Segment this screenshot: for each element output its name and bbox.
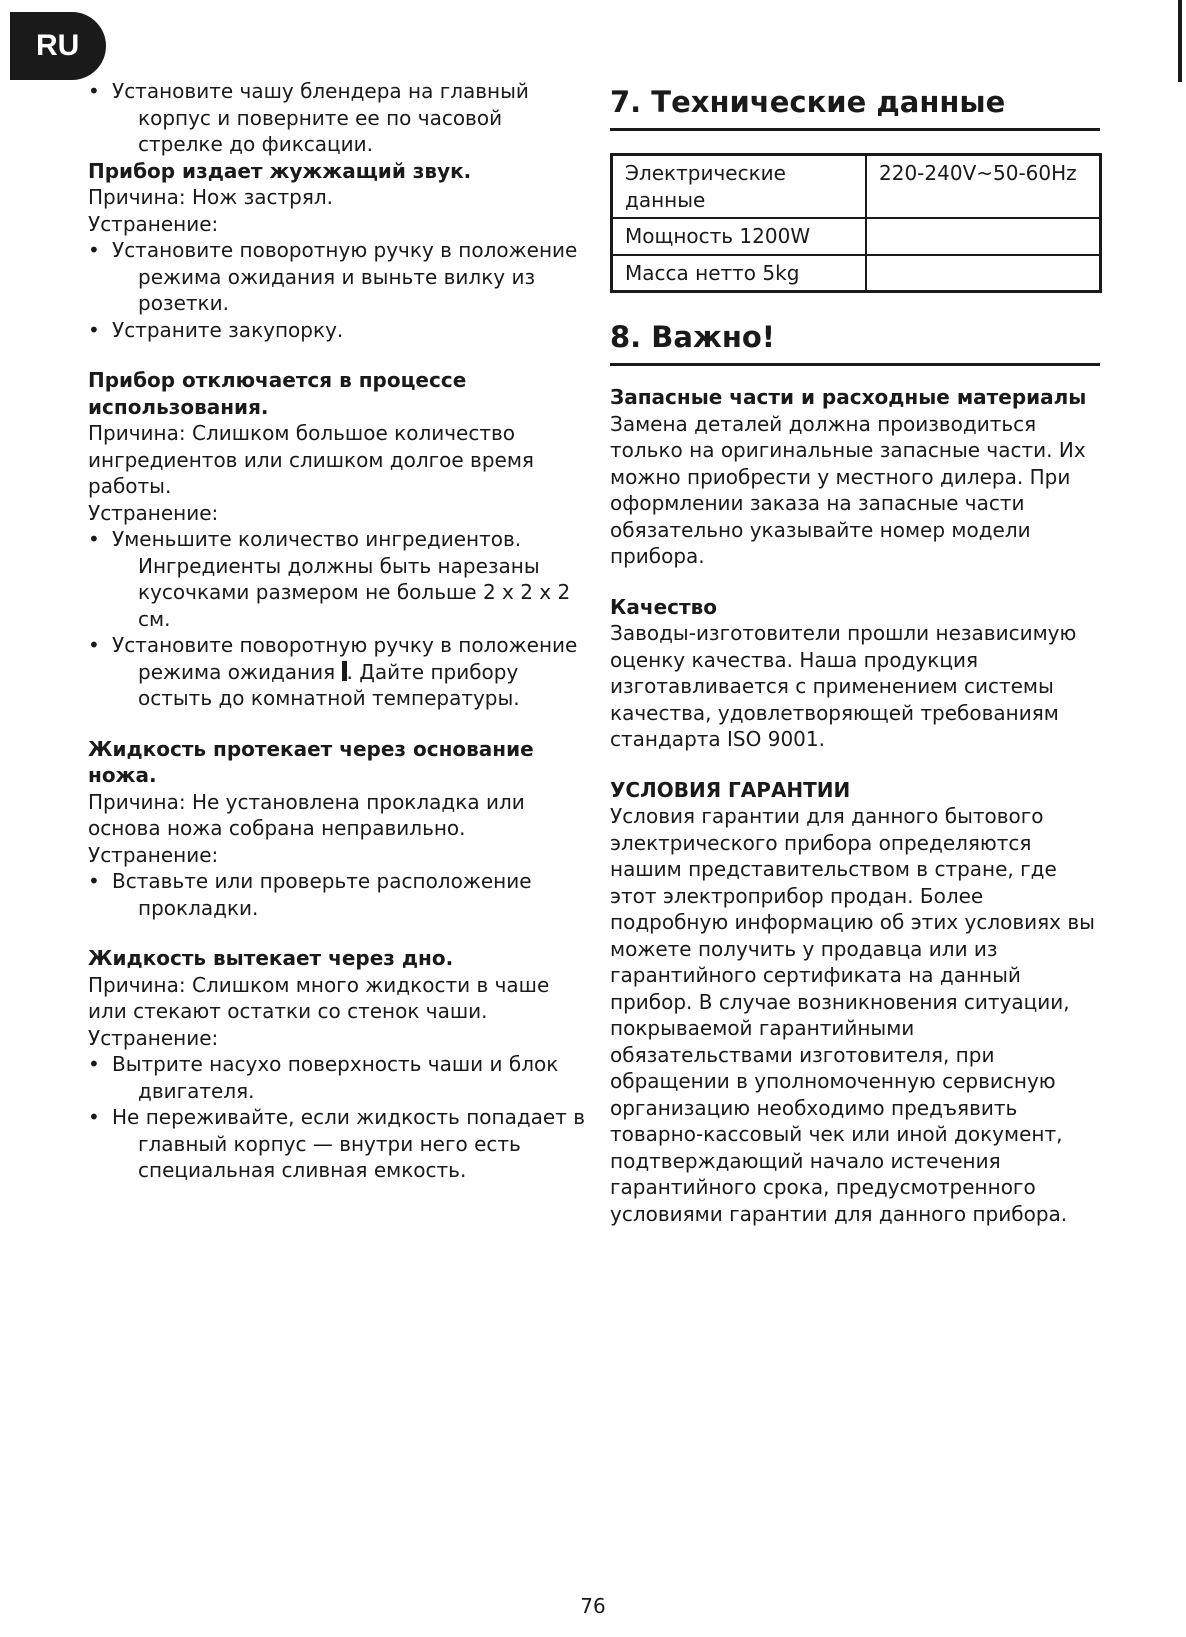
- page-number: 76: [580, 1594, 606, 1618]
- spec-value: 220-240V~50-60Hz: [866, 155, 1101, 219]
- table-row: [612, 218, 1101, 255]
- left-column: [88, 78, 588, 1208]
- table-row: [612, 255, 1101, 292]
- problem-block-blade-leak: [88, 736, 588, 922]
- problem-fix-label: Устранение:: [88, 1025, 219, 1050]
- problem-fix-label: Устранение:: [88, 211, 219, 236]
- spec-label: Электрические данные: [612, 155, 867, 219]
- section-heading: Запасные части и расходные материалы: [610, 385, 1087, 409]
- list-item: • Устраните закупорку.: [88, 317, 588, 344]
- spare-parts-section: [610, 384, 1100, 570]
- problem-block-shutoff: [88, 367, 588, 712]
- problem-fix-label: Устранение:: [88, 842, 219, 867]
- spec-label: Мощность 1200W: [612, 218, 867, 255]
- problem-cause: Причина: Не установлена прокладка или основа ножа собрана неправильно.: [88, 789, 525, 840]
- list-item: • Вставьте или проверьте расположение прокладки.: [88, 868, 588, 921]
- problem-fix-label: Устранение:: [88, 500, 219, 525]
- problem-title: Жидкость протекает через основание ножа.: [88, 736, 534, 787]
- important-title: 8. Важно!: [610, 313, 1100, 366]
- section-text: Замена деталей должна производиться только на оригинальные запасные части. Их можно приобрести у местного дилера. При оформлении заказа на запасные части обязательно указывайте номер модели прибора.: [610, 411, 1086, 568]
- section-heading: УСЛОВИЯ ГАРАНТИИ: [610, 777, 851, 802]
- page-edge-marker: [1178, 0, 1182, 82]
- list-item: • Установите поворотную ручку в положение режима ожидания и выньте вилку из розетки.: [88, 237, 588, 317]
- right-column: [610, 78, 1100, 1251]
- fix-list: [88, 1051, 588, 1184]
- section-text: Заводы-изготовители прошли независимую оценку качества. Наша продукция изготавливается с применением системы качества, удовлетворяющей требованиям стандарта ISO 9001.: [610, 621, 1077, 751]
- list-item: • Вытрите насухо поверхность чаши и блок двигателя.: [88, 1051, 588, 1104]
- fix-text-end: . Дайте прибору остыть до комнатной температуры.: [138, 659, 520, 710]
- intro-bullet-list: [88, 78, 588, 158]
- tech-data-title: 7. Технические данные: [610, 78, 1100, 131]
- problem-title: Прибор издает жужжащий звук.: [88, 158, 472, 183]
- spec-value: [866, 255, 1101, 292]
- fix-list: [88, 868, 588, 921]
- spec-table: [610, 153, 1102, 293]
- spec-label: Масса нетто 5kg: [612, 255, 867, 292]
- problem-cause: Причина: Слишком много жидкости в чаше или стекают остатки со стенок чаши.: [88, 972, 550, 1023]
- list-item: • Уменьшите количество ингредиентов. Ингредиенты должны быть нарезаны кусочками размером не больше 2 x 2 x 2 см.: [88, 526, 588, 632]
- fix-list: [88, 237, 588, 343]
- problem-cause: Причина: Слишком большое количество ингредиентов или слишком долгое время работы.: [88, 421, 534, 498]
- section-heading: Качество: [610, 594, 717, 619]
- section-text: Условия гарантии для данного бытового электрического прибора определяются нашим представительством в стране, где этот электроприбор продан. Более подробную информацию об этих условиях вы можете получить у продавца или из гарантийного сертификата на данный прибор. В случае возникновения ситуации, покрываемой гарантийными обязательствами изготовителя, при обращении в уполномоченную сервисную организацию необходимо предъявить товарно-кассовый чек или иной документ, подтверждающий начало истечения гарантийного срока, предусмотренного условиями гарантии для данного прибора.: [610, 804, 1095, 1226]
- warranty-section: [610, 777, 1100, 1228]
- language-tab: RU: [10, 12, 106, 80]
- spec-value: [866, 218, 1101, 255]
- problem-cause: Причина: Нож застрял.: [88, 185, 334, 209]
- problem-block-bottom-leak: [88, 945, 588, 1184]
- problem-title: Жидкость вытекает через дно.: [88, 946, 454, 970]
- fix-text-start: Установите поворотную ручку в положение режима ожидания: [112, 633, 578, 684]
- list-item: [88, 632, 588, 712]
- list-item: • Установите чашу блендера на главный корпус и поверните ее по часовой стрелке до фиксации.: [88, 78, 588, 158]
- fix-list: [88, 526, 588, 712]
- table-row: [612, 155, 1101, 219]
- problem-block-buzzing: [88, 158, 588, 344]
- problem-title: Прибор отключается в процессе использования.: [88, 368, 467, 419]
- quality-section: [610, 594, 1100, 753]
- list-item: • Не переживайте, если жидкость попадает в главный корпус — внутри него есть специальная сливная емкость.: [88, 1104, 588, 1184]
